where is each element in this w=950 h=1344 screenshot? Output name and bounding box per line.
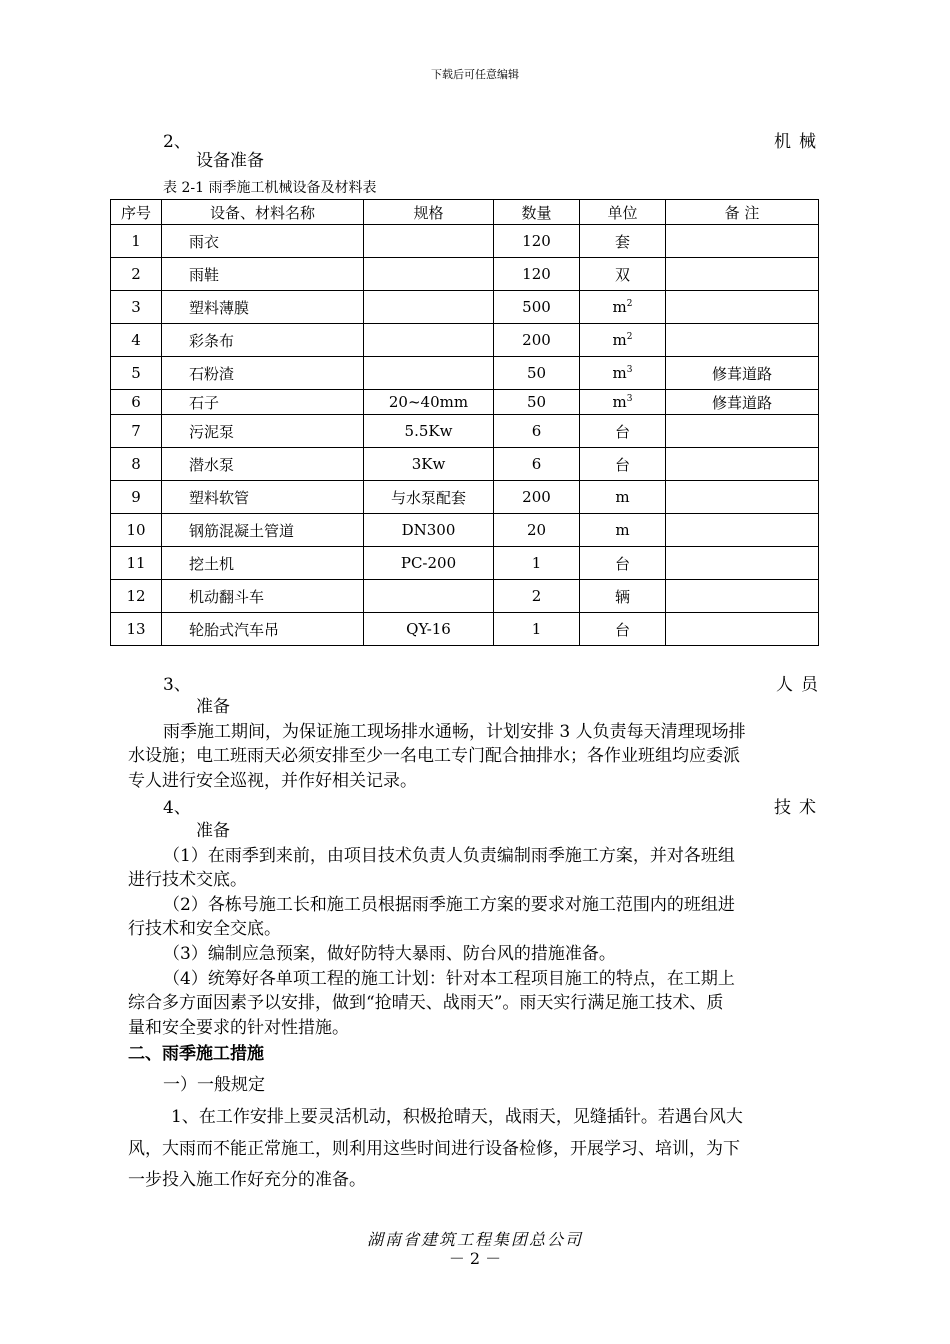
cell-spec <box>364 258 494 291</box>
section4-heading-right: 技术 <box>774 798 824 818</box>
part2-line: 一步投入施工作好充分的准备。 <box>128 1170 366 1190</box>
cell-note <box>666 448 819 481</box>
part2-subheading: 一）一般规定 <box>163 1075 265 1095</box>
cell-name: 机动翻斗车 <box>162 580 364 613</box>
cell-qty: 50 <box>494 357 580 390</box>
cell-qty: 200 <box>494 481 580 514</box>
cell-unit: $m^3$ <box>580 390 666 415</box>
header-no: 序号 <box>111 200 162 225</box>
table-row <box>111 415 819 448</box>
cell-qty: 6 <box>494 415 580 448</box>
cell-name: 轮胎式汽车吊 <box>162 613 364 646</box>
cell-name: 雨衣 <box>162 225 364 258</box>
section4-line: （4）统筹好各单项工程的施工计划：针对本工程项目施工的特点，在工期上 <box>163 969 735 989</box>
cell-no: 1 <box>111 225 162 258</box>
cell-name: 钢筋混凝土管道 <box>162 514 364 547</box>
table-row <box>111 514 819 547</box>
table-row <box>111 324 819 357</box>
section4-line: 进行技术交底。 <box>128 870 247 890</box>
cell-qty: 120 <box>494 225 580 258</box>
section4-line: （2）各栋号施工长和施工员根据雨季施工方案的要求对施工范围内的班组进 <box>163 895 735 915</box>
cell-note <box>666 514 819 547</box>
footer-company: 湖南省建筑工程集团总公司 <box>366 1230 583 1249</box>
section2-title: 设备准备 <box>196 151 264 171</box>
cell-spec: 3Kw <box>364 448 494 481</box>
part2-heading: 二、雨季施工措施 <box>128 1044 264 1064</box>
header-qty: 数量 <box>494 200 580 225</box>
cell-spec: 20~40mm <box>364 390 494 415</box>
cell-no: 3 <box>111 291 162 324</box>
cell-qty: 200 <box>494 324 580 357</box>
cell-qty: 20 <box>494 514 580 547</box>
cell-unit: 台 <box>580 415 666 448</box>
cell-spec <box>364 225 494 258</box>
cell-name: 石粉渣 <box>162 357 364 390</box>
table-row <box>111 291 819 324</box>
cell-no: 5 <box>111 357 162 390</box>
section3-line: 水设施；电工班雨天必须安排至少一名电工专门配合抽排水；各作业班组均应委派 <box>128 746 740 766</box>
cell-unit: m <box>580 481 666 514</box>
section4-line: 量和安全要求的针对性措施。 <box>128 1018 349 1038</box>
section2-heading-right: 机械 <box>774 132 824 152</box>
section4-title: 准备 <box>196 821 230 841</box>
header-spec: 规格 <box>364 200 494 225</box>
cell-no: 10 <box>111 514 162 547</box>
section3-title: 准备 <box>196 697 230 717</box>
table-row <box>111 481 819 514</box>
table-row <box>111 390 819 415</box>
part2-line: 1、在工作安排上要灵活机动，积极抢晴天，战雨天，见缝插针。若遇台风大 <box>171 1107 743 1127</box>
cell-spec <box>364 357 494 390</box>
table-row <box>111 448 819 481</box>
table-header-row <box>111 200 819 225</box>
cell-unit: 套 <box>580 225 666 258</box>
equipment-table <box>110 199 819 646</box>
cell-qty: 50 <box>494 390 580 415</box>
cell-unit: 台 <box>580 547 666 580</box>
section4-number: 4、 <box>163 798 191 818</box>
cell-qty: 1 <box>494 613 580 646</box>
cell-unit: m <box>580 514 666 547</box>
cell-no: 12 <box>111 580 162 613</box>
cell-no: 8 <box>111 448 162 481</box>
cell-unit: $m^2$ <box>580 324 666 357</box>
cell-note <box>666 324 819 357</box>
cell-unit: 双 <box>580 258 666 291</box>
cell-note <box>666 481 819 514</box>
page-header-note: 下载后可任意编辑 <box>431 68 519 81</box>
section4-line: 行技术和安全交底。 <box>128 919 281 939</box>
cell-name: 污泥泵 <box>162 415 364 448</box>
cell-no: 2 <box>111 258 162 291</box>
cell-note <box>666 613 819 646</box>
cell-no: 9 <box>111 481 162 514</box>
cell-spec: DN300 <box>364 514 494 547</box>
cell-qty: 120 <box>494 258 580 291</box>
cell-qty: 500 <box>494 291 580 324</box>
cell-name: 雨鞋 <box>162 258 364 291</box>
cell-no: 11 <box>111 547 162 580</box>
page-number: － 2 － <box>448 1249 502 1268</box>
cell-spec: PC-200 <box>364 547 494 580</box>
cell-spec: 5.5Kw <box>364 415 494 448</box>
cell-unit: 台 <box>580 613 666 646</box>
cell-no: 7 <box>111 415 162 448</box>
section3-line: 专人进行安全巡视，并作好相关记录。 <box>128 771 417 791</box>
header-name: 设备、材料名称 <box>162 200 364 225</box>
cell-note: 修葺道路 <box>666 357 819 390</box>
cell-note <box>666 225 819 258</box>
table-row <box>111 258 819 291</box>
header-note: 备 注 <box>666 200 819 225</box>
section2-number: 2、 <box>163 132 191 152</box>
part2-line: 风，大雨而不能正常施工，则利用这些时间进行设备检修，开展学习、培训，为下 <box>128 1139 740 1159</box>
cell-no: 6 <box>111 390 162 415</box>
cell-spec <box>364 291 494 324</box>
cell-note <box>666 580 819 613</box>
cell-spec <box>364 580 494 613</box>
cell-no: 4 <box>111 324 162 357</box>
cell-name: 塑料软管 <box>162 481 364 514</box>
section4-line: （3）编制应急预案，做好防特大暴雨、防台风的措施准备。 <box>163 944 616 964</box>
table-row <box>111 357 819 390</box>
table-row <box>111 580 819 613</box>
cell-note <box>666 258 819 291</box>
cell-no: 13 <box>111 613 162 646</box>
section3-line: 雨季施工期间，为保证施工现场排水通畅，计划安排 3 人负责每天清理现场排 <box>163 722 746 742</box>
header-unit: 单位 <box>580 200 666 225</box>
section4-line: 综合多方面因素予以安排，做到“抢晴天、战雨天”。雨天实行满足施工技术、质 <box>128 993 724 1013</box>
table-caption: 表 2-1 雨季施工机械设备及材料表 <box>163 180 377 196</box>
section3-heading-right: 人员 <box>776 675 826 695</box>
cell-name: 潜水泵 <box>162 448 364 481</box>
cell-qty: 6 <box>494 448 580 481</box>
cell-spec <box>364 324 494 357</box>
cell-note: 修葺道路 <box>666 390 819 415</box>
cell-unit: $m^2$ <box>580 291 666 324</box>
cell-spec: 与水泵配套 <box>364 481 494 514</box>
cell-unit: $m^3$ <box>580 357 666 390</box>
table-row <box>111 225 819 258</box>
section4-line: （1）在雨季到来前，由项目技术负责人负责编制雨季施工方案，并对各班组 <box>163 846 735 866</box>
cell-name: 彩条布 <box>162 324 364 357</box>
cell-name: 石子 <box>162 390 364 415</box>
cell-unit: 辆 <box>580 580 666 613</box>
cell-qty: 2 <box>494 580 580 613</box>
cell-spec: QY-16 <box>364 613 494 646</box>
cell-note <box>666 291 819 324</box>
cell-qty: 1 <box>494 547 580 580</box>
table-row <box>111 547 819 580</box>
table-row <box>111 613 819 646</box>
cell-name: 挖土机 <box>162 547 364 580</box>
cell-note <box>666 547 819 580</box>
section3-number: 3、 <box>163 675 191 695</box>
cell-unit: 台 <box>580 448 666 481</box>
cell-note <box>666 415 819 448</box>
cell-name: 塑料薄膜 <box>162 291 364 324</box>
